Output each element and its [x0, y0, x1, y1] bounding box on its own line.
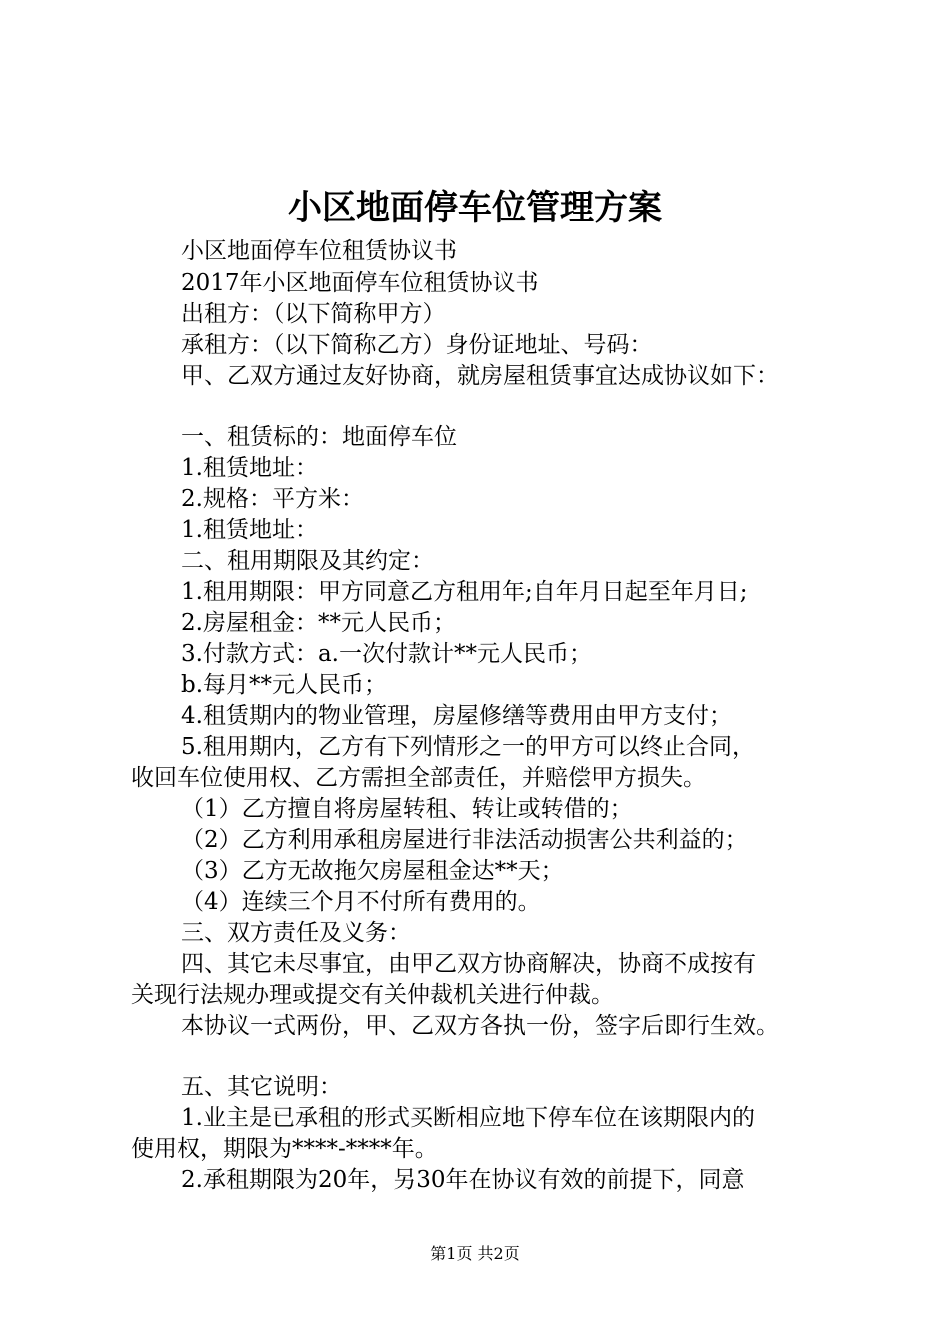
page-number: 第1页 共2页 [430, 1244, 520, 1263]
lessee-line: 承租方：（以下简称乙方）身份证地址、号码： [181, 332, 653, 358]
lessor-line: 出租方：（以下简称甲方） [181, 301, 446, 327]
section-heading: 二、租用期限及其约定： [181, 548, 434, 574]
text-line: 本协议一式两份，甲、乙双方各执一份，签字后即行生效。 [181, 1013, 779, 1039]
list-item: （2）乙方利用承租房屋进行非法活动损害公共利益的； [181, 827, 748, 853]
agreement-intro-line: 甲、乙双方通过友好协商，就房屋租赁事宜达成协议如下： [181, 363, 779, 389]
text-line: 3.付款方式：a.一次付款计**元人民币； [181, 641, 592, 667]
text-line: 收回车位使用权、乙方需担全部责任，并赔偿甲方损失。 [131, 765, 706, 791]
list-item: （1）乙方擅自将房屋转租、转让或转借的； [181, 796, 633, 822]
agreement-title-line: 2017年小区地面停车位租赁协议书 [181, 270, 539, 296]
text-line: 1.租赁地址： [181, 517, 318, 543]
text-line: 2.规格：平方米： [181, 486, 364, 512]
section-heading: 三、双方责任及义务： [181, 920, 411, 946]
text-line: 1.业主是已承租的形式买断相应地下停车位在该期限内的 [181, 1105, 755, 1131]
section-heading: 五、其它说明： [181, 1074, 342, 1100]
text-line: 5.租用期内，乙方有下列情形之一的甲方可以终止合同， [181, 734, 755, 760]
text-line: 2.承租期限为20年，另30年在协议有效的前提下，同意 [181, 1167, 745, 1193]
section-heading: 一、租赁标的：地面停车位 [181, 424, 457, 450]
text-line: 1.租用期限：甲方同意乙方租用年;自年月日起至年月日; [181, 579, 748, 605]
text-line: 1.租赁地址： [181, 455, 318, 481]
text-line: 2.房屋租金：**元人民币； [181, 610, 456, 636]
document-title: 小区地面停车位管理方案 [288, 188, 662, 228]
subtitle-line: 小区地面停车位租赁协议书 [181, 238, 457, 264]
list-item: （3）乙方无故拖欠房屋租金达**天； [181, 858, 564, 884]
text-line: 使用权，期限为****-****年。 [131, 1136, 438, 1162]
list-item: （4）连续三个月不付所有费用的。 [181, 889, 541, 915]
text-line: 关现行法规办理或提交有关仲裁机关进行仲裁。 [131, 982, 614, 1008]
text-line: 4.租赁期内的物业管理，房屋修缮等费用由甲方支付； [181, 703, 732, 729]
section-heading: 四、其它未尽事宜，由甲乙双方协商解决，协商不成按有 [181, 951, 756, 977]
text-line: b.每月**元人民币； [181, 672, 388, 698]
